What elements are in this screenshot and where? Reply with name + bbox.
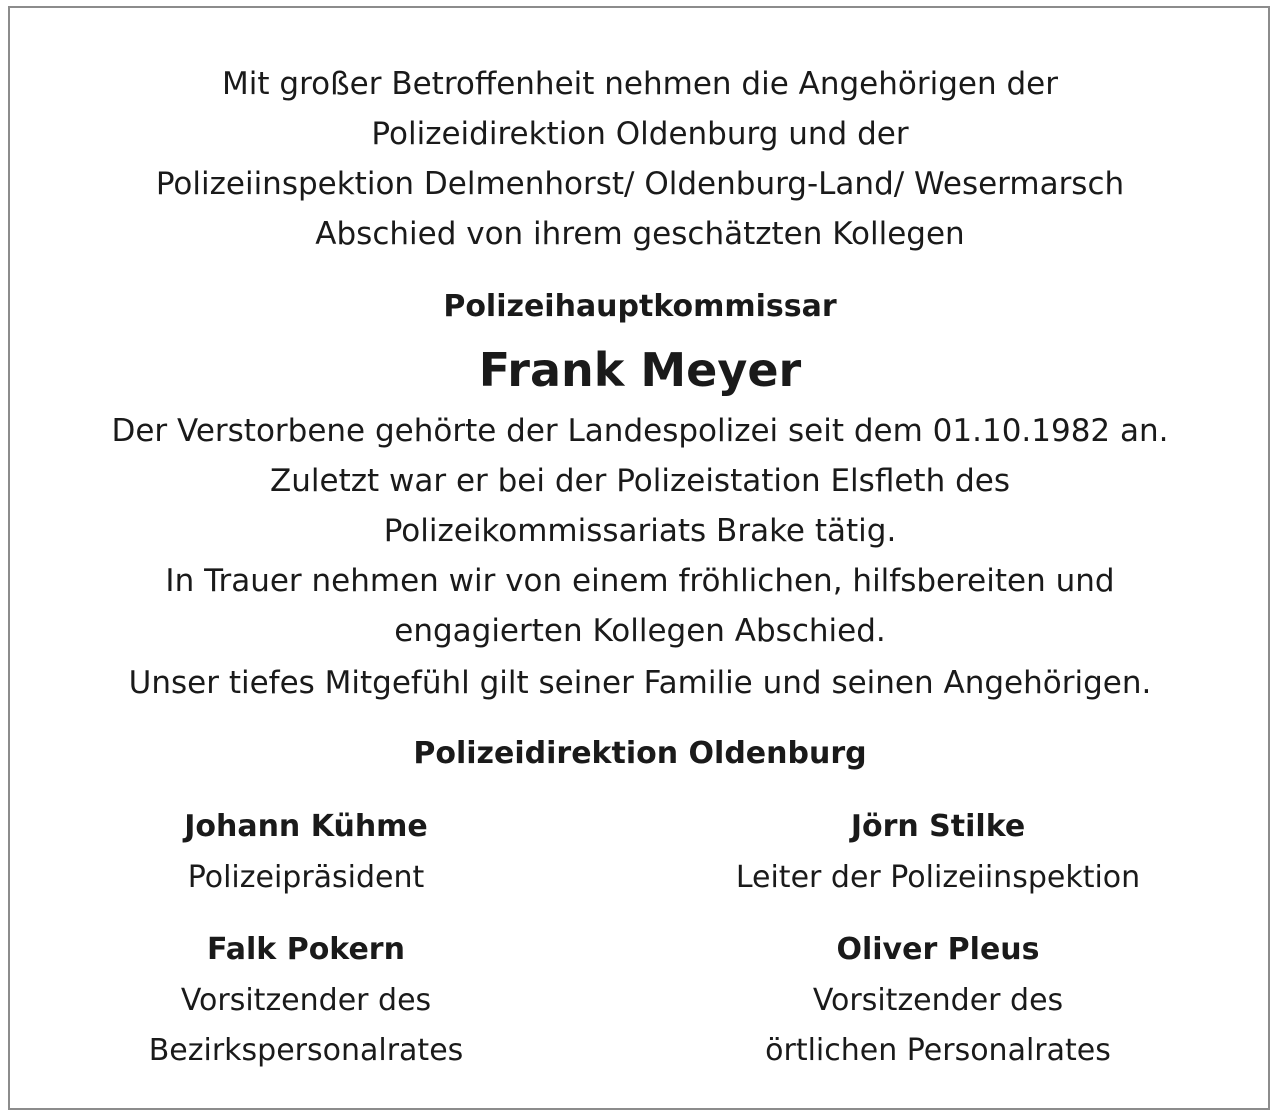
signatory-role: örtlichen Personalrates	[765, 1033, 1111, 1068]
intro-line: Abschied von ihrem geschätzten Kollegen	[315, 216, 965, 252]
body-line: Unser tiefes Mitgefühl gilt seiner Familie und seinen Angehörigen.	[128, 665, 1152, 701]
deceased-rank: Polizeihauptkommissar	[443, 289, 837, 324]
signatory-name: Johann Kühme	[184, 809, 428, 844]
organization-name: Polizeidirektion Oldenburg	[413, 736, 867, 771]
signatory	[618, 807, 1258, 898]
signatory-name: Jörn Stilke	[850, 809, 1026, 844]
signatory-role: Leiter der Polizeiinspektion	[735, 860, 1141, 895]
signatory-role: Bezirkspersonalrates	[148, 1033, 464, 1068]
body-line: engagierten Kollegen Abschied.	[394, 613, 886, 649]
signatory	[618, 930, 1258, 1071]
intro-line: Polizeiinspektion Delmenhorst/ Oldenburg-Land/ Wesermarsch	[155, 166, 1125, 202]
signatory	[0, 930, 626, 1071]
body-line: Polizeikommissariats Brake tätig.	[383, 513, 897, 549]
body-line: Zuletzt war er bei der Polizeistation Elsfleth des	[270, 463, 1010, 499]
body-line: Der Verstorbene gehörte der Landespolizei seit dem 01.10.1982 an.	[111, 413, 1169, 449]
deceased-name: Frank Meyer	[478, 343, 802, 397]
signatory-role: Vorsitzender des	[812, 983, 1064, 1018]
signatory-role: Vorsitzender des	[180, 983, 432, 1018]
signatory-name: Oliver Pleus	[836, 932, 1040, 967]
signatory-name: Falk Pokern	[207, 932, 405, 967]
signatory-role: Polizeipräsident	[187, 860, 425, 895]
intro-line: Polizeidirektion Oldenburg und der	[371, 116, 909, 152]
intro-line: Mit großer Betroffenheit nehmen die Angehörigen der	[222, 66, 1058, 102]
body-line: In Trauer nehmen wir von einem fröhlichen, hilfsbereiten und	[165, 563, 1115, 599]
signatory	[0, 807, 626, 898]
